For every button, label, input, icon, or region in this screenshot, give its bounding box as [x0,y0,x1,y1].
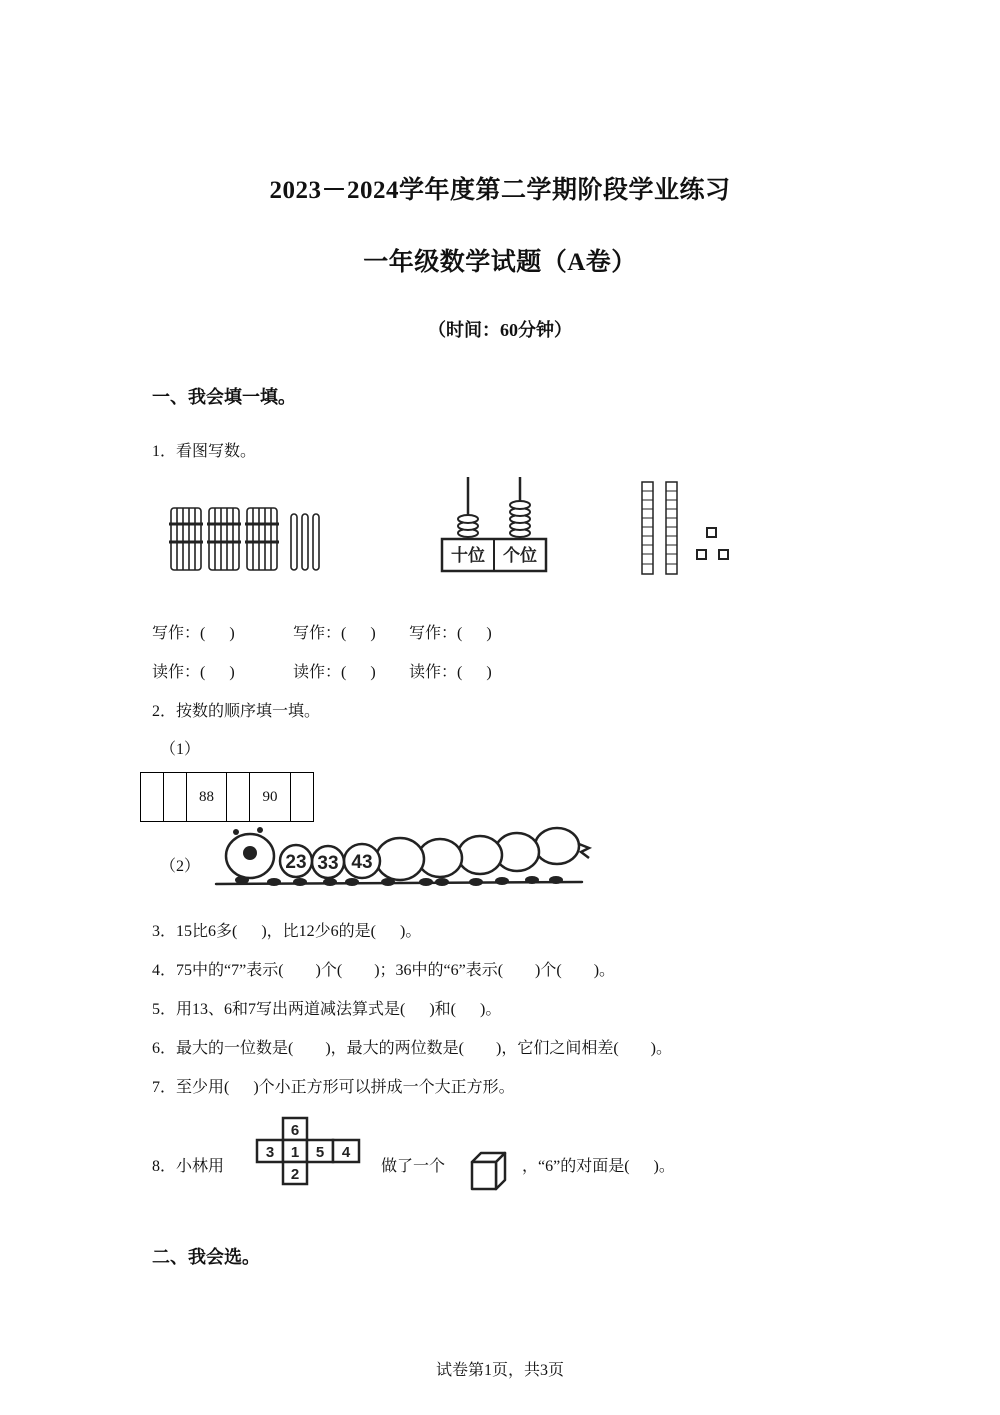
q2-part1-label: （1） [160,741,201,758]
sequence-cell: 90 [250,773,291,822]
caterpillar-segment [535,828,579,864]
q2-part2-label: （2） [160,858,201,875]
q1-write-2[interactable]: 写作：( ) [293,625,376,642]
net-face: 5 [315,1144,325,1161]
net-face: 6 [290,1122,300,1139]
q8-pre: 8．小林用 [152,1158,225,1175]
q2-text: 2．按数的顺序填一填。 [152,703,321,720]
stick-bundle [245,508,279,570]
q3-text[interactable]: 3．15比6多( )，比12少6的是( )。 [152,923,422,940]
caterpillar-number: 23 [285,852,307,873]
abacus-tens-label: 十位 [451,546,485,565]
q4-text[interactable]: 4．75中的“7”表示( )个( )；36中的“6”表示( )个( )。 [152,962,616,979]
q8-post[interactable]: ，“6”的对面是( )。 [522,1158,675,1175]
section2-heading: 二、我会选。 [152,1247,260,1267]
q7-text[interactable]: 7．至少用( )个小正方形可以拼成一个大正方形。 [152,1079,515,1096]
q1-write-1[interactable]: 写作：( ) [152,625,235,642]
single-sticks [291,514,319,570]
caterpillar-figure [212,822,594,894]
cube-icon [469,1150,509,1192]
page-footer: 试卷第1页，共3页 [435,1362,564,1379]
stick-bundles-figure [165,500,335,580]
q1-read-1[interactable]: 读作：( ) [152,664,235,681]
caterpillar-segment [376,838,424,880]
sequence-cell[interactable] [227,773,250,822]
exam-time: （时间：60分钟） [428,320,572,340]
sequence-cell[interactable] [141,773,164,822]
exam-title: 2023－2024学年度第二学期阶段学业练习 [269,177,731,204]
q1-read-3[interactable]: 读作：( ) [409,664,492,681]
sequence-cell: 88 [187,773,227,822]
caterpillar-segment [458,836,502,874]
sequence-cell[interactable] [291,773,314,822]
abacus-figure [440,475,552,575]
sequence-cell[interactable] [164,773,187,822]
net-face: 2 [290,1166,300,1183]
exam-subtitle: 一年级数学试题（A卷） [363,249,637,276]
q1-text: 1．看图写数。 [152,443,257,460]
caterpillar-number: 33 [317,853,339,874]
cube-net-figure [253,1116,365,1188]
abacus-ones-label: 个位 [503,546,537,565]
net-face: 1 [290,1144,300,1161]
net-face: 3 [265,1144,275,1161]
stick-bundle [169,508,203,570]
ten-rods-figure [640,480,740,578]
stick-bundle [207,508,241,570]
number-sequence-table [140,772,314,822]
q6-text[interactable]: 6．最大的一位数是( )，最大的两位数是( )，它们之间相差( )。 [152,1040,672,1057]
section1-heading: 一、我会填一填。 [152,387,296,407]
q5-text[interactable]: 5．用13、6和7写出两道减法算式是( )和( )。 [152,1001,502,1018]
q1-write-3[interactable]: 写作：( ) [409,625,492,642]
net-face: 4 [341,1144,351,1161]
caterpillar-number: 43 [351,852,373,873]
q8-mid: 做了一个 [381,1158,446,1175]
q1-read-2[interactable]: 读作：( ) [293,664,376,681]
